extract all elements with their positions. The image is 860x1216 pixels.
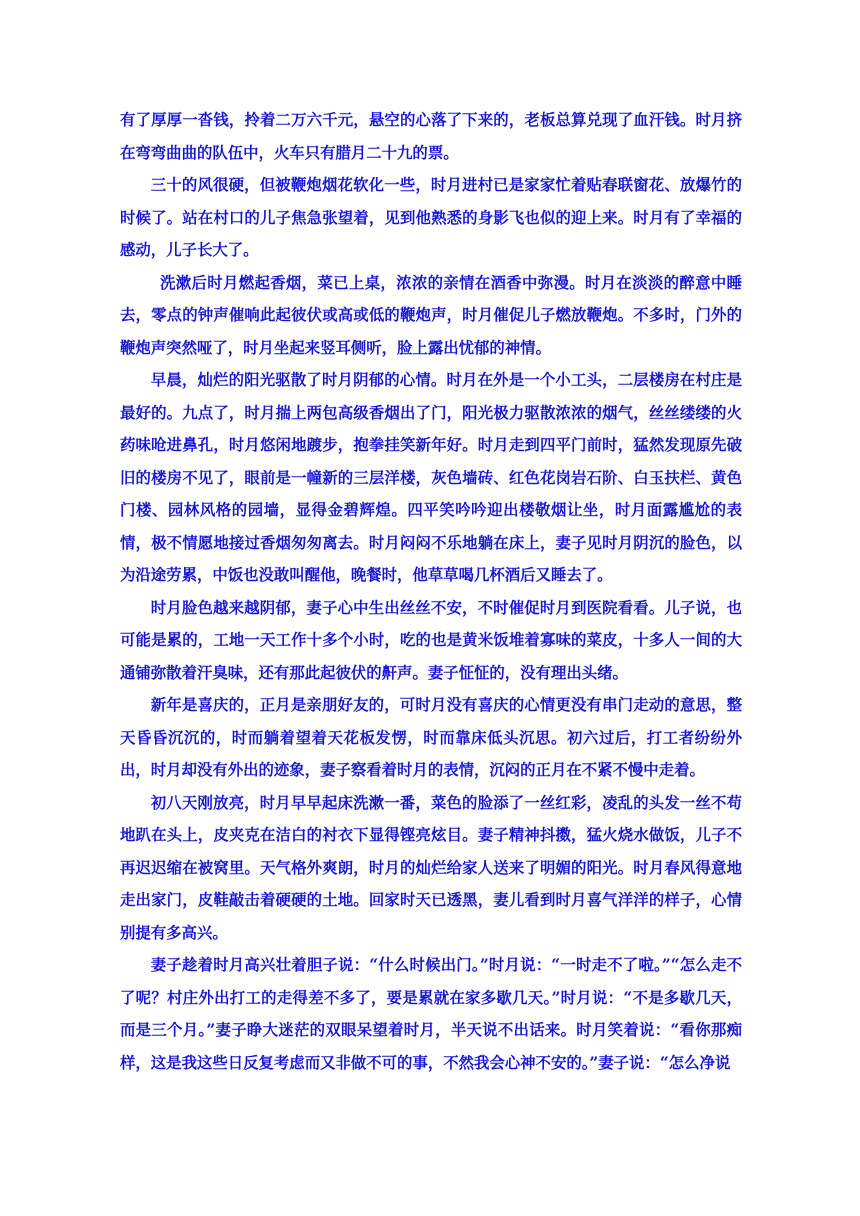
paragraph-4: 早晨，灿烂的阳光驱散了时月阴郁的心情。时月在外是一个小工头，二层楼房在村庄是最好的。九点了，时月揣上两包高级香烟出了门，阳光极力驱散浓浓的烟气，丝丝缕缕的火药味呛进鼻孔，时月悠闲地踱步，抱拳挂笑新年好。时月走到四平门前时，猛然发现原先破旧的楼房不见了，眼前是一幢新的三层洋楼，灰色墙砖、红色花岗岩石阶、白玉扶栏、黄色门楼、园林风格的园墙，显得金碧辉煌。四平笑吟吟迎出楼敬烟让坐，时月面露尴尬的表情，极不情愿地接过香烟匆匆离去。时月闷闷不乐地躺在床上，妻子见时月阴沉的脸色，以为沿途劳累，中饭也没敢叫醒他，晚餐时，他草草喝几杯酒后又睡去了。 <box>120 371 742 584</box>
paragraph-7: 初八天刚放亮，时月早早起床洗漱一番，菜色的脸添了一丝红彩，凌乱的头发一丝不苟地趴在头上，皮夹克在洁白的衬衣下显得铿亮炫目。妻子精神抖擞，猛火烧水做饭，儿子不再迟迟缩在被窝里。天气格外爽朗，时月的灿烂给家人送来了明媚的阳光。时月春风得意地走出家门，皮鞋敲击着硬硬的土地。回家时天已透黑，妻儿看到时月喜气洋洋的样子，心情别提有多高兴。 <box>120 793 742 942</box>
paragraph-6: 新年是喜庆的，正月是亲朋好友的，可时月没有喜庆的心情更没有串门走动的意思，整天昏昏沉沉的，时而躺着望着天花板发愣，时而靠床低头沉思。初六过后，打工者纷纷外出，时月却没有外出的迹象，妻子察看着时月的表情，沉闷的正月在不紧不慢中走着。 <box>120 696 742 779</box>
paragraph-5: 时月脸色越来越阴郁，妻子心中生出丝丝不安，不时催促时月到医院看看。儿子说，也可能是累的，工地一天工作十多个小时，吃的也是黄米饭堆着寡味的菜皮，十多人一间的大通铺弥散着汗臭味，还有那此起彼伏的鼾声。妻子怔怔的，没有理出头绪。 <box>120 598 742 682</box>
paragraph-8: 妻子趁着时月高兴壮着胆子说：“什么时候出门。”时月说：“一时走不了啦。”“怎么走不了呢？村庄外出打工的走得差不多了，要是累就在家多歇几天。”时月说：“不是多歇几天，而是三个月。”妻子睁大迷茫的双眼呆望着时月，半天说不出话来。时月笑着说：“看你那痴样，这是我这些日反复考虑而又非做不可的事，不然我会心神不安的。”妻子说：“怎么净说 <box>120 956 742 1072</box>
paragraph-1: 有了厚厚一沓钱，拎着二万六千元，悬空的心落了下来的，老板总算兑现了血汗钱。时月挤在弯弯曲曲的队伍中，火车只有腊月二十九的票。 <box>120 111 742 162</box>
paragraph-3: 洗漱后时月燃起香烟，菜已上桌，浓浓的亲情在酒香中弥漫。时月在淡淡的醉意中睡去，零点的钟声催响此起彼伏或高或低的鞭炮声，时月催促儿子燃放鞭炮。不多时，门外的鞭炮声突然哑了，时月坐起来竖耳侧听，脸上露出忧郁的神情。 <box>120 273 742 357</box>
document-body <box>120 104 742 1079</box>
paragraph-2: 三十的风很硬，但被鞭炮烟花软化一些，时月进村已是家家忙着贴春联窗花、放爆竹的时候了。站在村口的儿子焦急张望着，见到他熟悉的身影飞也似的迎上来。时月有了幸福的感动，儿子长大了。 <box>120 176 742 259</box>
